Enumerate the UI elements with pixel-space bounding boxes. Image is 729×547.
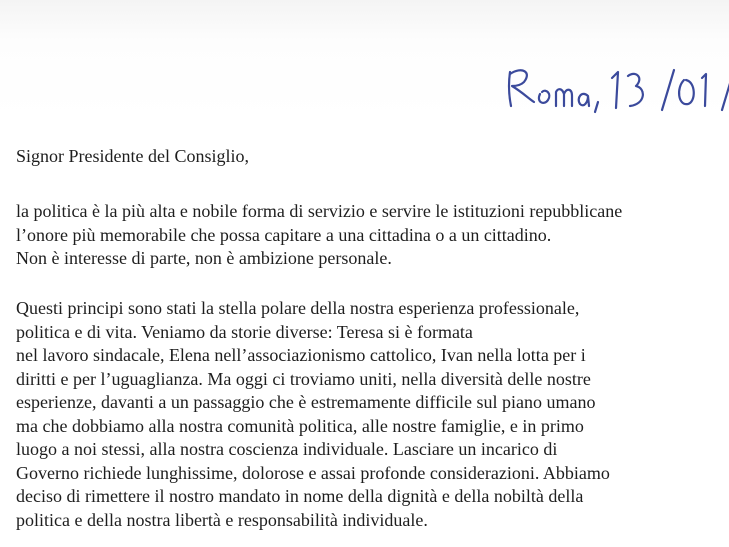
paragraph-line: politica e di vita. Veniamo da storie diverse: Teresa si è formata xyxy=(16,321,473,342)
paragraph-line: la politica è la più alta e nobile forma di servizio e servire le istituzioni repubblicane xyxy=(16,201,623,221)
paragraph-line: esperienze, davanti a un passaggio che è estremamente difficile sul piano umano xyxy=(16,392,596,412)
paragraph-line: Questi principi sono stati la stella polare della nostra esperienza professionale, xyxy=(16,298,580,318)
paragraph-line: diritti e per l’uguaglianza. Ma oggi ci troviamo uniti, nella diversità delle nostre xyxy=(16,368,591,389)
paragraph-line: l’onore più memorabile che possa capitare a una cittadina o a un cittadino. xyxy=(16,224,552,245)
paragraph-line: politica e della nostra libertà e responsabilità individuale. xyxy=(16,509,428,530)
paragraph-line: deciso di rimettere il nostro mandato in nome della dignità e della nobiltà della xyxy=(16,486,584,506)
paragraph-line: nel lavoro sindacale, Elena nell’associazionismo cattolico, Ivan nella lotta per i xyxy=(16,345,586,365)
letter-greeting: Signor Presidente del Consiglio, xyxy=(16,146,249,166)
paragraph-2 xyxy=(16,297,729,532)
handwritten-dateline xyxy=(500,58,729,118)
paragraph-line: Governo richiede lunghissime, dolorose e assai profonde considerazioni. Abbiamo xyxy=(16,462,610,483)
paragraph-line: ma che dobbiamo alla nostra comunità politica, alle nostre famiglie, e in primo xyxy=(16,415,584,436)
paragraph-line: luogo a noi stessi, alla nostra coscienza individuale. Lasciare un incarico di xyxy=(16,439,558,459)
paragraph-1 xyxy=(16,200,729,271)
handwritten-date-signature xyxy=(500,58,729,118)
paragraph-line: Non è interesse di parte, non è ambizione personale. xyxy=(16,248,392,268)
